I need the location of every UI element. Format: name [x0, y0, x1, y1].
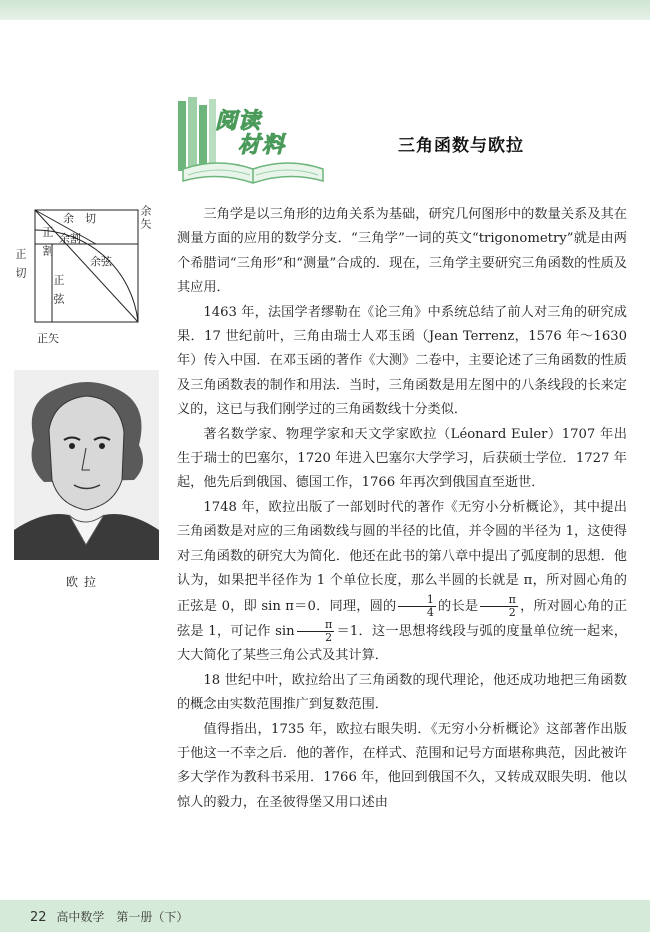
book-title: 高中数学 第一册（下）	[56, 910, 189, 924]
article-body	[177, 203, 627, 815]
label-zhengxian: 正弦	[52, 274, 65, 312]
paragraph: 1463 年，法国学者缪勒在《论三角》中系统总结了前人对三角的研究成果．17 世纪前叶，三角由瑞士人邓玉函（Jean Terrenz，1576 年～1630 年）传入中国．在邓玉函的著作《大测》二卷中，主要论述了三角函数的性质及三角函数表的制作和用法．当时，三角函数是用左图中的八条线段的长来定义的，这已与我们刚学过的三角函数线十分类似．	[177, 304, 627, 418]
label-zhengge: 正割	[41, 226, 54, 264]
paragraph: 值得指出，1735 年，欧拉右眼失明．《无穷小分析概论》这部著作出版于他这一不幸之后．他的著作，在样式、范围和记号方面堪称典范，因此被许多大学作为教科书采用．1766 年，他回到俄国不久，又转成双眼失明．他以惊人的毅力，在圣彼得堡又用口述由	[177, 721, 627, 810]
fraction-pi-half: $\frac{\pi}{2}$	[480, 594, 518, 619]
label-zhengshi: 正矢	[37, 332, 59, 345]
euler-portrait	[14, 370, 159, 560]
fraction-pi-half-2: $\frac{\pi}{2}$	[297, 619, 335, 644]
footer	[30, 908, 188, 925]
label-zhengqie: 正切	[14, 248, 27, 286]
label-yuge: 余割	[59, 232, 81, 245]
section-label-1: 阅读	[215, 109, 262, 134]
label-yuxian: 余弦	[90, 255, 112, 268]
label-yuqie: 余 切	[63, 212, 96, 225]
paragraph: 18 世纪中叶，欧拉给出了三角函数的现代理论，他还成功地把三角函数的概念由实数范围推广到复数范围．	[177, 672, 627, 713]
article-title: 三角函数与欧拉	[398, 136, 524, 156]
p4-text-a: 1748 年，欧拉出版了一部划时代的著作《无穷小分析概论》，其中提出三角函数是对应的三角函数线与圆的半径的比值，并令圆的半径为 1，这使得对三角函数的研究大为简化．他还在此书的第八章中提出了弧度制的思想．他认为，如果把半径作为 1 个单位长度，那么半圆的长就是 π，所对圆心角的正弦是 0，即 sin π＝0．同理，圆的	[177, 499, 627, 614]
paragraph-radian	[177, 496, 627, 669]
header-band	[0, 0, 650, 20]
portrait-caption: 欧拉	[66, 575, 103, 589]
paragraph: 著名数学家、物理学家和天文学家欧拉（Léonard Euler）1707 年出生于瑞士的巴塞尔，1720 年进入巴塞尔大学学习，后获硕士学位．1727 年起，他先后到俄国、德国工作，1766 年再次到俄国直至逝世．	[177, 426, 627, 491]
trig-line-diagram	[10, 200, 170, 350]
paragraph: 三角学是以三角形的边角关系为基础，研究几何图形中的数量关系及其在测量方面的应用的数学分支．“三角学”一词的英文“trigonometry”就是由两个希腊词“三角形”和“测量”合成的．现在，三角学主要研究三角函数的性质及其应用．	[177, 207, 627, 296]
p4-text-b: 的长是	[437, 598, 479, 614]
p4-text-d: ＝1．这一思想将线段与弧的度量单位统一起来，大大简化了某些三角公式及其计算．	[177, 623, 627, 664]
p4-text-c: ，所对圆心角的正弦是 1，可记作 sin	[177, 598, 628, 639]
fraction-quarter: $\frac{1}{4}$	[398, 594, 435, 619]
section-label-2: 材料	[238, 133, 287, 158]
page-number: 22	[30, 910, 47, 925]
label-yushi: 余矢	[139, 205, 152, 231]
